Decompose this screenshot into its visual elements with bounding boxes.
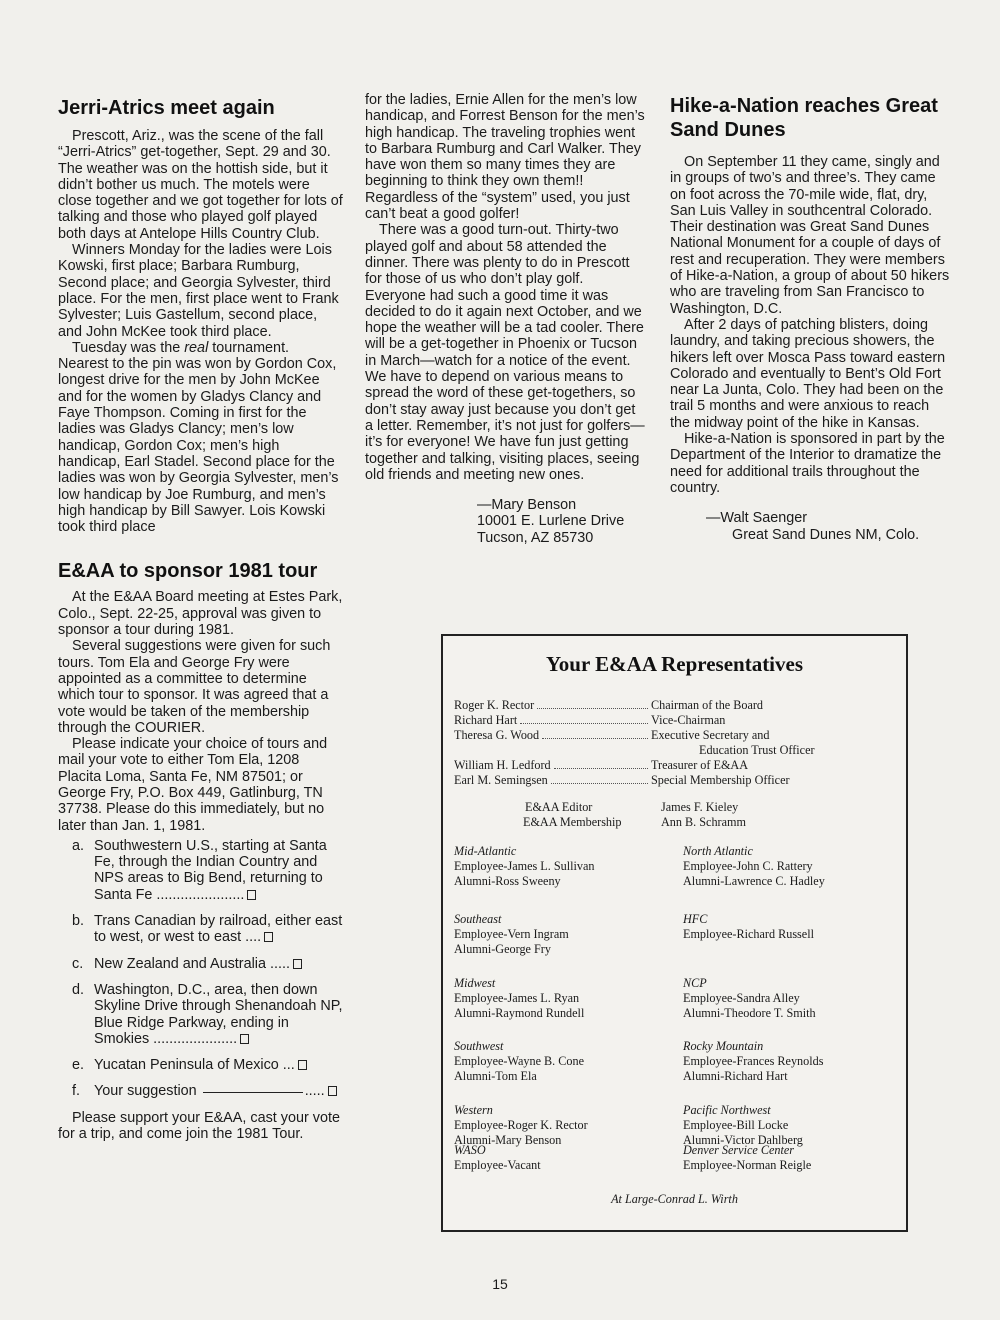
region-employee: Employee-Norman Reigle [683,1158,812,1172]
option-letter: a. [72,837,85,854]
paragraph: After 2 days of patching blisters, doing laundry, and taking precious showers, the hikers left over Mosca Pass toward eastern Colorado and eventually to Bent’s Old Fort near La Junta, Colo. They had been on the trail 5 months and were anxious to reach the midway point of the hike in Kansas. [670,316,946,431]
signature-place: Great Sand Dunes NM, Colo. [732,526,920,543]
region-name: North Atlantic [683,844,753,858]
signature-name: —Walt Saenger [706,510,808,527]
officer-name: Roger K. Rector [454,698,535,712]
officer-title: Chairman of the Board [651,698,764,712]
region-name: WASO [454,1143,486,1157]
paragraph: Please indicate your choice of tours and mail your vote to either Tom Ela, 1208 Placita Loma, Santa Fe, NM 87501; or George Fry, P.O. Box 449, Gatlinburg, TN 37738. Please do this immediately, but no later than Jan. 1, 1981. [58,736,328,834]
region-employee: Employee-James L. Ryan [454,991,580,1005]
region-alumni: Alumni-Tom Ela [454,1069,537,1083]
representatives-box [441,634,908,1232]
region-employee: Employee-Wayne B. Cone [454,1054,584,1068]
region-name: Western [454,1103,493,1117]
page-number: 15 [492,1276,508,1292]
paragraph: Several suggestions were given for such tours. Tom Ela and George Fry were appointed as a committee to determine which tour to sponsor. It was agreed that a vote would be taken of the membership through the COURIER. [58,638,331,736]
region-employee: Employee-Frances Reynolds [683,1054,824,1068]
region-employee: Employee-John C. Rattery [683,859,813,873]
option-text: Washington, D.C., area, then down Skyline Drive through Shenandoah NP, Blue Ridge Parkway, ending in Smokies ..................... [94,981,343,1047]
column-right [670,92,952,543]
region-employee: Employee-Sandra Alley [683,991,800,1005]
dot-leader [542,729,648,739]
tour-option-d[interactable] [72,982,343,1047]
article-title-jerri-atrics: Jerri-Atrics meet again [58,97,275,119]
region-block [454,844,594,889]
article-title-hike: Hike-a-Nation reaches Great Sand Dunes [670,95,938,141]
option-text: Yucatan Peninsula of Mexico ... [94,1057,295,1074]
region-employee: Employee-Bill Locke [683,1118,789,1132]
region-alumni: Alumni-Lawrence C. Hadley [683,874,825,888]
option-letter: f. [72,1083,80,1100]
officer-title: Special Membership Officer [651,773,790,787]
dot-leader [551,774,648,784]
checkbox-icon[interactable] [240,1034,249,1044]
officer-row [454,758,894,773]
text-run: tournament. Nearest to the pin was won by Gordon Cox, longest drive for the men by John McKee and for the women by Gladys Clancy and Faye Thompson. Coming in first for the ladies was Gladys Clancy; men’s low handicap, Gordon Cox; men’s high handicap, Earl Stadel. Second place for the ladies was won by Georgia Sylvester, men’s low handicap by Joe Rumburg, and men’s high handicap by Bill Sawyer. Lois Kowski took third place [58,339,339,536]
region-name: Southeast [454,912,502,926]
editor-name: James F. Kieley [661,800,739,814]
region-name: Denver Service Center [683,1143,794,1157]
region-name: Pacific Northwest [683,1103,771,1117]
region-name: Rocky Mountain [683,1039,764,1053]
officer-name: William H. Ledford [454,758,551,772]
option-letter: d. [72,981,85,998]
region-block [683,1103,803,1148]
tour-option-f[interactable] [72,1083,343,1099]
tour-option-b[interactable] [72,913,343,946]
region-name: NCP [683,976,707,990]
region-block [454,912,569,957]
region-block [454,976,584,1021]
article-title-tour: E&AA to sponsor 1981 tour [58,560,318,583]
tour-option-c[interactable] [72,956,343,972]
paragraph: On September 11 they came, singly and in groups of two’s and three’s. They came on foot across the 70-mile wide, flat, dry, San Luis Valley in southcentral Colorado. Their destination was Great Sand Dunes National Monument for a couple of days of rest and recuperation. They were members of Hike-a-Nation, a group of about 50 hikers who are traveling from San Francisco to Washington, D.C. [670,154,950,317]
officer-title-continued: Education Trust Officer [699,743,815,757]
officer-name: Theresa G. Wood [454,728,540,742]
paragraph: Please support your E&AA, cast your vote for a trip, and come join the 1981 Tour. [58,1109,340,1143]
region-alumni: Alumni-Richard Hart [683,1069,788,1083]
region-block [683,1143,811,1173]
region-employee: Employee-Roger K. Rector [454,1118,588,1132]
region-name: Mid-Atlantic [454,844,517,858]
membership-name: Ann B. Schramm [661,815,746,829]
tour-option-a[interactable] [72,838,343,903]
option-letter: b. [72,913,85,930]
officer-row [454,698,894,713]
officer-row [454,713,894,728]
option-letter: e. [72,1057,85,1074]
region-block [454,1039,584,1084]
suggestion-blank[interactable] [203,1092,303,1093]
dot-leader [554,759,648,769]
region-employee: Employee-James L. Sullivan [454,859,595,873]
region-name: Midwest [454,976,496,990]
editor-label: E&AA Editor [525,800,593,814]
column-left [58,92,343,1142]
at-large-representative: At Large-Conrad L. Wirth [611,1192,738,1206]
region-alumni: Alumni-Victor Dahlberg [683,1133,803,1147]
region-alumni: Alumni-George Fry [454,942,551,956]
region-block [683,912,814,942]
region-alumni: Alumni-Theodore T. Smith [683,1006,816,1020]
officer-name: Richard Hart [454,713,518,727]
officer-row [454,773,894,788]
region-alumni: Alumni-Ross Sweeny [454,874,561,888]
officer-title: Treasurer of E&AA [651,758,749,772]
region-employee: Employee-Richard Russell [683,927,814,941]
tour-option-e[interactable] [72,1057,343,1073]
option-dots: ..... [304,1083,325,1100]
region-block [683,1039,823,1084]
region-alumni: Alumni-Raymond Rundell [454,1006,585,1020]
officer-name: Earl M. Semingsen [454,773,548,787]
column-middle [365,92,647,546]
paragraph [58,340,343,536]
dot-leader [520,714,648,724]
signature-address: 10001 E. Lurlene Drive [477,513,625,530]
region-block [683,844,825,889]
paragraph: At the E&AA Board meeting at Estes Park, Colo., Sept. 22-25, approval was given to sponsor a tour during 1981. [58,589,343,639]
option-text: Your suggestion [94,1083,197,1100]
paragraph: Prescott, Ariz., was the scene of the fall “Jerri-Atrics” get-together, Sept. 29 and 30. The weather was on the hottish side, but it didn’t bother us much. The motels were close together and we got together for lots of talking and those who played golf played both days at Antelope Hills Country Club. [58,128,343,242]
checkbox-icon[interactable] [298,1060,307,1070]
region-block [454,1103,588,1148]
officer-title: Executive Secretary and [651,728,770,742]
region-employee: Employee-Vacant [454,1158,541,1172]
emphasis-text: real [184,339,209,356]
representatives-title: Your E&AA Representatives [545,652,804,676]
dot-leader [537,699,648,709]
region-block [683,976,816,1021]
option-text: Southwestern U.S., starting at Santa Fe, through the Indian Country and NPS areas to Big Bend, returning to Santa Fe ...................... [94,837,327,903]
checkbox-icon[interactable] [247,890,256,900]
membership-label: E&AA Membership [523,815,622,829]
region-block [454,1143,541,1173]
region-name: Southwest [454,1039,504,1053]
paragraph: Hike-a-Nation is sponsored in part by the Department of the Interior to dramatize the need for additional trails throughout the country. [670,431,945,496]
officer-title: Vice-Chairman [651,713,726,727]
paragraph: for the ladies, Ernie Allen for the men’s low handicap, and Forrest Benson for the men’s high handicap. The traveling trophies went to Barbara Rumburg and Carl Walker. They have won them so many times they are beginning to think they own them!! Regardless of the “system” used, you just can’t beat a good golfer! [365,92,645,223]
paragraph: Winners Monday for the ladies were Lois Kowski, first place; Barbara Rumburg, Second place; and Georgia Sylvester, third place. For the men, first place went to Frank Sylvester; Luis Gastellum, second place, and John McKee took third place. [58,242,339,340]
option-letter: c. [72,955,84,972]
signature-name: —Mary Benson [477,497,577,514]
tour-options-list [58,838,343,1100]
checkbox-icon[interactable] [264,932,273,942]
checkbox-icon[interactable] [293,959,302,969]
signature-city: Tucson, AZ 85730 [477,529,594,546]
option-text: New Zealand and Australia ..... [94,955,290,972]
text-run: Tuesday was the [72,339,181,356]
region-employee: Employee-Vern Ingram [454,927,569,941]
region-alumni: Alumni-Mary Benson [454,1133,562,1147]
paragraph: There was a good turn-out. Thirty-two played golf and about 58 attended the dinner. There was plenty to do in Prescott for those of us who don’t play golf. Everyone had such a good time it was decided to do it again next October, and we hope the weather will be a tad cooler. There will be a get-together in Phoenix or Tucson in March—watch for a notice of the event. We have to depend on various means to spread the word of these get-togethers, so don’t stay away just because you don’t get a letter. Remember, it’s not just for golfers—it’s for everyone! We have fun just getting together and talking, visiting places, seeing old friends and meeting new ones. [365,222,645,483]
officer-row [454,728,894,743]
checkbox-icon[interactable] [328,1086,337,1096]
region-name: HFC [683,912,708,926]
option-text: Trans Canadian by railroad, either east to west, or west to east .... [94,913,343,946]
